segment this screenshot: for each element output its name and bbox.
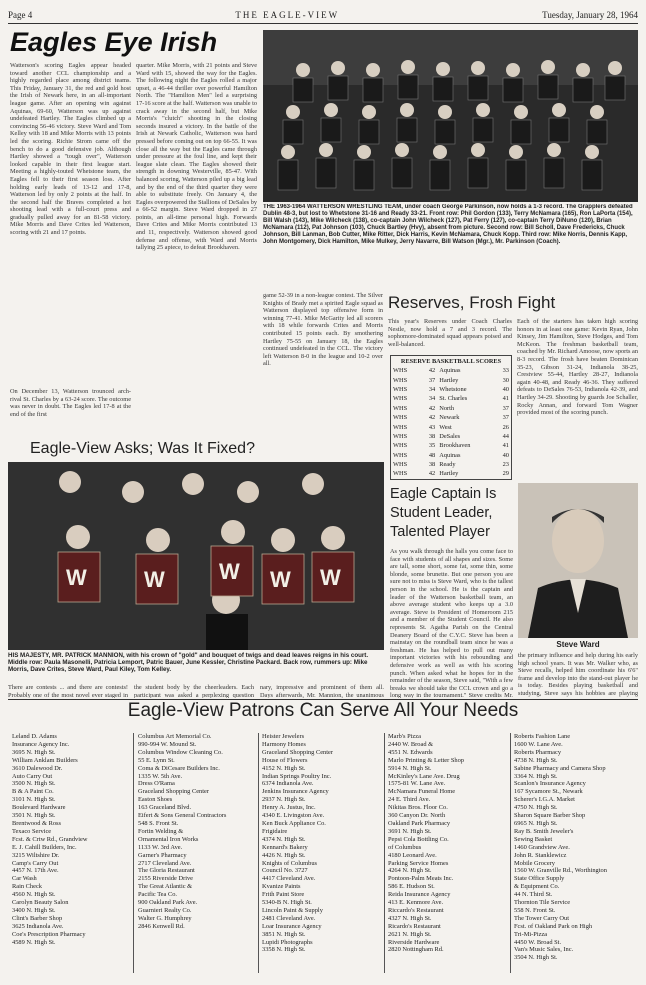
- captain-column-2: the primary influence and help during his early high school years. It was Mr. Walker who, as Steve recalls, helped him coordinate his 6'6" frame and develop into the stand-out player he is today. Besides playing basketball and studying, Steve says his hobbies are playing: [518, 652, 638, 697]
- score-opponent: Hartley: [439, 376, 459, 384]
- score-value: 34: [428, 385, 436, 393]
- patron-entry: 3101 N. High St.: [12, 796, 56, 804]
- patron-entry: 2937 N. High St.: [262, 796, 306, 804]
- patron-entry: Carolyn Beauty Salon: [12, 899, 69, 907]
- patron-entry: Lupidi Photographs: [262, 938, 313, 946]
- svg-text:W: W: [270, 567, 291, 592]
- patron-entry: Council No. 3727: [262, 867, 308, 875]
- score-team: WHS: [393, 367, 408, 375]
- patrons-column-3: [262, 733, 380, 954]
- score-opponent: DeSales: [439, 432, 461, 440]
- patron-entry: William Anklam Builders: [12, 756, 78, 764]
- asks-caption: HIS MAJESTY, MR. PATRICK MANNION, with his crown of "gold" and bouquet of twigs and dead leaves reigns in his court. Middle row: Paula Masonelli, Patricia Lemport, Patric Bauer, June Kessler, Christine Packard. Back row, rummers up: Mike Morris, Dave Crites, Steve Ward, Paul Kiley, Tom Kelley.: [8, 652, 369, 674]
- score-team: WHS: [393, 461, 408, 469]
- patron-entry: Easton Shoes: [138, 796, 173, 804]
- patron-entry: Loar Insurance Agency: [262, 922, 322, 930]
- score-row: [391, 385, 511, 394]
- page-number: Page 4: [8, 10, 33, 20]
- patrons-divider: [258, 733, 259, 973]
- patron-entry: McNamara Funeral Home: [388, 788, 456, 796]
- score-opponent-value: 30: [502, 376, 509, 384]
- patron-entry: Henry A. Justus, Inc.: [262, 804, 316, 812]
- patron-entry: 163 Graceland Blvd.: [138, 804, 192, 812]
- patron-entry: Riverside Hardware: [388, 938, 440, 946]
- patron-entry: 3610 Dalewood Dr.: [12, 764, 63, 772]
- patron-entry: 900 Oakland Park Ave.: [138, 899, 198, 907]
- svg-text:W: W: [320, 565, 341, 590]
- patron-entry: 2155 Riverside Drive: [138, 875, 194, 883]
- patron-entry: 3501 N. High St.: [12, 812, 56, 820]
- patron-entry: 44 N. Third St.: [514, 891, 553, 899]
- patron-entry: 1575-81 W. Lane Ave.: [388, 780, 446, 788]
- score-value: 42: [428, 414, 436, 422]
- patron-entry: Jenkins Insurance Agency: [262, 788, 329, 796]
- svg-text:W: W: [144, 567, 165, 592]
- score-row: [391, 413, 511, 422]
- article1-continued: game 52-39 in a non-league contest. The Silver Knights of Brady met a spirited Eagle squad as Watterson displayed top offensive form in winning 77-41. Mike McGarity led all scorers with 18 while forwards Crites and Morris contributed 15 points each. By smothering Hartley 75-55 on January 18, the Eagles continued undefeated in the CCL. The victory left Watterson 8-0 in the league and 10-2 over all.: [263, 292, 383, 368]
- patron-entry: Car Wash: [12, 875, 37, 883]
- score-value: 35: [428, 442, 436, 450]
- patron-entry: B & A Paint Co.: [12, 788, 54, 796]
- score-opponent: West: [439, 423, 452, 431]
- patron-entry: Van's Music Sales, Inc.: [514, 946, 574, 954]
- score-team: WHS: [393, 404, 408, 412]
- score-team: WHS: [393, 423, 408, 431]
- score-opponent: Aquinas: [439, 367, 461, 375]
- patron-entry: 4738 N. High St.: [514, 756, 558, 764]
- score-team: WHS: [393, 385, 408, 393]
- patron-entry: 2846 Kenwell Rd.: [138, 922, 185, 930]
- patron-entry: Frith Paint Store: [262, 891, 305, 899]
- patron-entry: Scherer's I.G.A. Market: [514, 796, 575, 804]
- patron-entry: 3500 N. High St.: [12, 780, 56, 788]
- patron-entry: Scanlon's Insurance Agency: [514, 780, 586, 788]
- score-opponent: Newark: [439, 414, 460, 422]
- patron-entry: 4152 N. High St.: [262, 764, 306, 772]
- patrons-divider: [133, 733, 134, 973]
- patrons-column-4: [388, 733, 506, 954]
- patron-entry: Fortin Welding &: [138, 827, 184, 835]
- steve-ward-photo: [518, 483, 638, 638]
- score-value: 37: [428, 376, 436, 384]
- score-opponent-value: 37: [502, 414, 509, 422]
- masthead: [8, 8, 638, 22]
- score-row: [391, 394, 511, 403]
- reserves-intro: This year's Reserves under Coach Charles Nestle, now hold a 7 and 3 record. The sophomore-dominated squad appears poised and well-balanced.: [388, 318, 512, 348]
- score-value: 42: [428, 470, 436, 478]
- patron-entry: Coe's Prescription Pharmacy: [12, 930, 86, 938]
- patron-entry: 3504 N. High St.: [514, 954, 558, 962]
- captain-headline: Eagle Captain Is Student Leader, Talented Player: [390, 486, 497, 540]
- mr-watterson-photo: [8, 462, 384, 650]
- patron-entry: Auto Carry Out: [12, 772, 53, 780]
- reserves-headline: Reserves, Frosh Fight: [388, 293, 556, 312]
- patron-entry: E. J. Cahill Builders, Inc.: [12, 843, 77, 851]
- score-opponent-value: 23: [502, 461, 509, 469]
- patron-entry: Thornton Tile Service: [514, 899, 571, 907]
- patron-entry: 3358 N. High St.: [262, 946, 306, 954]
- score-value: 38: [428, 461, 436, 469]
- patron-entry: Harmony Homes: [262, 740, 306, 748]
- patron-entry: The Gloria Restaurant: [138, 867, 195, 875]
- score-team: WHS: [393, 414, 408, 422]
- patron-entry: Pepsi Cola Bottling Co.: [388, 835, 449, 843]
- patron-entry: Parking Service Homes: [388, 859, 449, 867]
- wrestling-team-image: [263, 30, 638, 202]
- patron-entry: Leland D. Adams: [12, 733, 57, 740]
- score-opponent-value: 44: [502, 432, 509, 440]
- score-row: [391, 375, 511, 384]
- patron-entry: 2820 Nottingham Rd.: [388, 946, 444, 954]
- patron-entry: Frigidaire: [262, 827, 288, 835]
- patron-entry: 4340 E. Livingston Ave.: [262, 812, 325, 820]
- patrons-divider: [510, 733, 511, 973]
- patron-entry: 5914 N. High St.: [388, 764, 432, 772]
- patron-entry: Graceland Shopping Center: [138, 788, 209, 796]
- patron-entry: Indian Springs Poultry Inc.: [262, 772, 332, 780]
- patron-entry: 4264 N. High St.: [388, 867, 432, 875]
- patrons-divider: [384, 733, 385, 973]
- score-opponent-value: 40: [502, 385, 509, 393]
- patron-entry: Insurance Agency Inc.: [12, 740, 70, 748]
- patron-entry: 1600 W. Lane Ave.: [514, 740, 563, 748]
- patron-entry: 3691 N. High St.: [388, 827, 432, 835]
- patron-entry: Coma & DiCesare Builders Inc.: [138, 764, 220, 772]
- patron-entry: Kvanize Paints: [262, 883, 301, 891]
- patron-entry: Fcst. & Crtw Rd., Grandview: [12, 835, 88, 843]
- patron-entry: Rain Check: [12, 883, 42, 891]
- patron-entry: 4417 Cleveland Ave.: [262, 875, 316, 883]
- patron-entry: The Great Atlantic &: [138, 883, 193, 891]
- patron-entry: 4560 N. High St.: [12, 891, 56, 899]
- patron-entry: Roberts Pharmacy: [514, 748, 562, 756]
- patron-entry: 4457 N. 17th Ave.: [12, 867, 59, 875]
- score-opponent-value: 26: [502, 423, 509, 431]
- patron-entry: 4327 N. High St.: [388, 914, 432, 922]
- score-row: [391, 366, 511, 375]
- score-row: [391, 441, 511, 450]
- score-team: WHS: [393, 376, 408, 384]
- reserve-scores-title: RESERVE BASKETBALL SCORES: [400, 358, 502, 365]
- patron-entry: of Columbus: [388, 843, 422, 851]
- patron-entry: 55 E. Lynn St.: [138, 756, 175, 764]
- score-opponent: St. Charles: [439, 395, 468, 403]
- score-value: 48: [428, 451, 436, 459]
- score-team: WHS: [393, 395, 408, 403]
- patrons-column-5: [514, 733, 638, 962]
- patron-entry: Ornamental Iron Works: [138, 835, 199, 843]
- patron-entry: Pontoon-Palm Meats Inc.: [388, 875, 454, 883]
- patron-entry: 6965 N. High St.: [514, 819, 558, 827]
- patron-entry: 4450 W. Broad St.: [514, 938, 562, 946]
- patron-entry: Ray B. Smith Jeweler's: [514, 827, 574, 835]
- score-value: 42: [428, 367, 436, 375]
- patron-entry: Fcst. of Oakland Park on High: [514, 922, 593, 930]
- patron-entry: Tri-Mi-Pizza: [514, 930, 548, 938]
- patron-entry: 1133 W. 3rd Ave.: [138, 843, 183, 851]
- patron-entry: Reida Insurance Agency: [388, 891, 451, 899]
- patron-entry: 3625 Indianola Ave.: [12, 922, 64, 930]
- score-opponent: Whetstone: [439, 385, 467, 393]
- patron-entry: 586 E. Hudson St.: [388, 883, 435, 891]
- score-value: 34: [428, 395, 436, 403]
- patron-entry: Camp's Carry Out: [12, 859, 59, 867]
- score-opponent-value: 29: [502, 470, 509, 478]
- patron-entry: 2440 W. Broad &: [388, 740, 434, 748]
- score-value: 42: [428, 404, 436, 412]
- patron-entry: Garner's Pharmacy: [138, 851, 187, 859]
- patron-entry: Walter G. Humphrey: [138, 914, 192, 922]
- patron-entry: 4750 N. High St.: [514, 804, 558, 812]
- steve-ward-image: [518, 483, 638, 638]
- mr-watterson-image: [8, 462, 384, 650]
- patron-entry: 360 Canyon Dr. North: [388, 812, 446, 820]
- patron-entry: House of Flowers: [262, 756, 308, 764]
- patron-entry: McKinley's Lane Ave. Drug: [388, 772, 460, 780]
- wrestling-team-photo: [263, 30, 638, 202]
- svg-text:W: W: [219, 559, 240, 584]
- patron-entry: The Tower Carry Out: [514, 914, 569, 922]
- patron-entry: Riccardo's Restaurant: [388, 906, 444, 914]
- score-opponent: Brookhaven: [439, 442, 471, 450]
- patron-entry: 1335 W. 5th Ave.: [138, 772, 183, 780]
- patron-entry: Sewing Basket: [514, 835, 553, 843]
- masthead-rule: [8, 23, 638, 24]
- reserve-scores-table: [391, 366, 511, 479]
- article1-column-1b: On December 13, Watterson trounced arch-rival St. Charles by a 63-24 score. The outcome was never in doubt. The Eagles led 17-8 at the end of the first: [10, 388, 131, 418]
- asks-column-3: nary, impressive and prominent of them all. Days afterwards, Mr. Mannion, the unanimous: [260, 684, 384, 698]
- patron-entry: Kennard's Bakery: [262, 843, 308, 851]
- score-opponent: Ready: [439, 461, 456, 469]
- patron-entry: 1560 W. Granville Rd., Worthington: [514, 867, 607, 875]
- eagles-eye-irish-headline: Eagles Eye Irish: [10, 27, 218, 57]
- patron-entry: 1460 Grandview Ave.: [514, 843, 570, 851]
- patron-entry: Roberts Fashion Lane: [514, 733, 571, 740]
- score-opponent-value: 33: [502, 367, 509, 375]
- patron-entry: Eifert & Sons General Contractors: [138, 812, 227, 820]
- patron-entry: Marb's Pizza: [388, 733, 421, 740]
- patron-entry: Knights of Columbus: [262, 859, 318, 867]
- patron-entry: Nikitas Bros. Floor Co.: [388, 804, 448, 812]
- score-team: WHS: [393, 451, 408, 459]
- score-opponent-value: 37: [502, 404, 509, 412]
- score-row: [391, 451, 511, 460]
- patron-entry: 3364 N. High St.: [514, 772, 558, 780]
- patron-entry: 3400 N. High St.: [12, 906, 56, 914]
- score-row: [391, 404, 511, 413]
- patron-entry: Pacific Tea Co.: [138, 891, 178, 899]
- patron-entry: & Equipment Co.: [514, 883, 560, 891]
- patron-entry: Columbus Window Cleaning Co.: [138, 748, 223, 756]
- score-opponent-value: 41: [502, 395, 509, 403]
- score-opponent: Aquinas: [439, 451, 461, 459]
- patron-entry: 2481 Cleveland Ave.: [262, 914, 316, 922]
- svg-text:W: W: [66, 565, 87, 590]
- score-team: WHS: [393, 442, 408, 450]
- patrons-headline: Eagle-View Patrons Can Serve All Your Needs: [127, 700, 519, 721]
- patron-entry: State Office Supply: [514, 875, 565, 883]
- patron-entry: 2717 Cleveland Ave.: [138, 859, 192, 867]
- patron-entry: 4180 Leonard Ave.: [388, 851, 437, 859]
- patron-entry: 4374 N. High St.: [262, 835, 306, 843]
- patron-entry: Dress O'Rama: [138, 780, 175, 788]
- score-value: 38: [428, 432, 436, 440]
- patron-entry: 413 E. Kenmore Ave.: [388, 899, 444, 907]
- patron-entry: 24 E. Third Ave.: [388, 796, 431, 804]
- patron-entry: 990-994 W. Mound St.: [138, 740, 197, 748]
- patron-entry: Sabine Pharmacy and Camera Shop: [514, 764, 606, 772]
- patron-entry: Guarnieri Realty Co.: [138, 906, 192, 914]
- patrons-column-1: [12, 733, 130, 946]
- score-team: WHS: [393, 470, 408, 478]
- patron-entry: Lincoln Paint & Supply: [262, 906, 323, 914]
- patron-entry: Ken Buck Appliance Co.: [262, 819, 326, 827]
- steve-ward-label: Steve Ward: [556, 640, 600, 649]
- patron-entry: Heister Jewelers: [262, 733, 305, 740]
- patron-entry: 6374 Indianola Ave.: [262, 780, 314, 788]
- patron-entry: 5340-B N. High St.: [262, 899, 312, 907]
- score-value: 43: [428, 423, 436, 431]
- paper-title: THE EAGLE-VIEW: [235, 10, 340, 20]
- score-opponent-value: 41: [502, 442, 509, 450]
- article1-column-1: Watterson's scoring Eagles appear headed toward another CCL championship and a highly regarded place among district teams. This Friday, January 31, the red and gold host the Irish of Newark here, in an all-important league game. After an opening win against Aquinas, 69-60, Watterson was up against undefeated Hartley. The Eagles climbed up a convincing 56-46 victory. Steve Ward and Tom Kelley with 18 and Mike Morris with 13 points led the scoring. Richie Strom came off the bench to do a good defensive job. Although Hartley showed a "tough over", Watterson looked capable in their first league start. Meeting a highly-touted Whetstone team, the Eagles fell to their first season loss. After holding early leads of 13-12 and 17-8, Watterson led by only 2 points at the half. In the second half the Braves completed a hot shooting lead with a full-court press and gradually pulled away for an 81-58 victory. Mike Morris and Dave Crites led Watterson, scoring with 21 and 17 points.: [10, 62, 131, 237]
- patrons-column-2: [138, 733, 256, 931]
- asks-column-2: the student body by the cheerleaders. Each participant was asked a perplexing question: [134, 684, 254, 698]
- score-row: [391, 432, 511, 441]
- score-opponent: North: [439, 404, 455, 412]
- patron-entry: 548 S. Front St.: [138, 819, 179, 827]
- patron-entry: Columbus Art Memorial Co.: [138, 733, 212, 740]
- article1-column-2: quarter. Mike Morris, with 21 points and Steve Ward with 15, showed the way for the Eagles. The following night the Eagles rolled a major upset, a 46-44 thriller over powerful Hamilton North. The "Hamilton Men" led a surprising 17-16 score at the half. Watterson was unable to crack away in the second half, but Mike Morris's "clutch" shooting in the closing seconds insured a victory. In the battle of the Irish at Newark Catholic, Watterson was hard pressed before coming out on top 66-55. It was close all the way but the Eagles came through under pressure at the foul line, and kept their league slate clean. The Eagles showed their strength in downing Westerville, 85-47. With balanced scoring, Watterson piled up a big lead and by the end of the third quarter they were able to substitute freely. On January 4, the Eagles overpowered the Stallions of DeSales by a 66-52 margin. Steve Ward dropped in 27 points, an all-time personal high. Forwards Dave Crites and Mike Morris contributed 13 and 11, respectively. Watterson showed good defense and offense, with Ward and Morris tallying 25 apiece, to defeat Brookhaven.: [136, 62, 257, 252]
- patron-entry: Boulevard Hardware: [12, 804, 66, 812]
- reserves-column-2: Each of the starters has taken high scoring honors in at least one game: Kevin Ryan, John Kinsey, Jim Hamilton, Steve Hodges, and Tom McKeon. The freshman basketball team, coached by Mr. Richard Amoose, now sports an 8-3 record. The frosh have beaten Dominican 35-23, Gibson 31-24, Indianola 38-25, Crestview 55-44, Hartley 28-27, Indianola again 40-48, and Ready 46-36. They suffered defeats to DeSales 76-53, Indianola 42-39, and Hartley 34-29. Shooting by guards Joe Schaller, Rocky Annan, and forward Tom Wagner provided most of the scoring punch.: [517, 318, 638, 417]
- captain-column-1: As you walk through the halls you come face to face with students of all shapes and sizes. Some are tall, some short, some fat, some thin, some blonde, some brunette. But one person you are sure not to miss is Steve Ward, who is the tallest person in the school. He is the captain and leader of the Watterson basketball team, an above average student who keeps up a 3.0 average. Steve is President of Homeroom 215 and a member of the Student Council. He also represents St. Agatha Parish on the Central Deanery Board of the C.Y.C. Steve has been a mainstay on the roundball team since he was a freshman. He has helped to pull out many important victories with his rebounding and defensive work as well as with his scoring punch. When asked what he hopes for in the remainder of the season, Steve said, "With a few breaks we should take the CCL crown and go a long way in the tournament." Steve credits Mr.: [390, 548, 513, 698]
- patron-entry: 4426 N. High St.: [262, 851, 306, 859]
- patron-entry: Brentwood & Ross: [12, 819, 61, 827]
- patron-entry: Oakland Park Pharmacy: [388, 819, 451, 827]
- patron-entry: 2621 N. High St.: [388, 930, 432, 938]
- reserve-scores-box: [390, 355, 512, 480]
- patron-entry: 4589 N. High St.: [12, 938, 56, 946]
- patron-entry: John R. Stanklewicz: [514, 851, 567, 859]
- wrestling-caption: THE 1963-1964 WATTERSON WRESTLING TEAM, under coach George Parkinson, now holds a 1-3 record. The Grapplers defeated Dublin 48-3, but lost to Whetstone 31-16 and Ready 33-21. Front row: Phil Gordon (133), Terry McNamara (165), Ron LaPorta (154), Bill Walsh (143), Mike Wilcheck (138), co-captain John Wilcheck (127), Pat Ferry (127), co-captain Terry DiNuno (120), Brian McNamara (112), Pat Johnson (103), Chuck Bartley (Hvy), absent from picture. Second row: Bill Scholl, Dave Fredericks, Chuck Johnson, Bill Lanman, Bob Cutter, Mike Ritter, Dick Harris, Kevin McNamara, Chuck Kopp. Third row: Mike Norris, Dennis Kapp, John Montgomery, Dick Hamilton, Mike Mulkey, Jerry Navarre, Bill Watson (Mgr.), Mr. Parkinson (Coach).: [263, 204, 633, 245]
- patron-entry: 3215 Wiltshire Dr.: [12, 851, 60, 859]
- asks-column-1: There are contests ... and there are contests! Probably one of the most novel ever staged in: [8, 684, 128, 698]
- patron-entry: Sharon Square Barber Shop: [514, 812, 586, 820]
- score-opponent-value: 40: [502, 451, 509, 459]
- issue-date: Tuesday, January 28, 1964: [542, 10, 638, 20]
- score-opponent: Hartley: [439, 470, 459, 478]
- patron-entry: 167 Sycamore St., Newark: [514, 788, 583, 796]
- patron-entry: 3851 N. High St.: [262, 930, 306, 938]
- score-team: WHS: [393, 432, 408, 440]
- patron-entry: 3695 N. High St.: [12, 748, 56, 756]
- patron-entry: Texaco Service: [12, 827, 52, 835]
- patron-entry: Clint's Barber Shop: [12, 914, 63, 922]
- patron-entry: Ricardo's Restaurant: [388, 922, 441, 930]
- patron-entry: Marlo Printing & Letter Shop: [388, 756, 464, 764]
- patron-entry: 4551 N. Edwards: [388, 748, 433, 756]
- asks-headline: Eagle-View Asks; Was It Fixed?: [30, 440, 255, 457]
- patron-entry: Mobile Grocery: [514, 859, 555, 867]
- score-row: [391, 422, 511, 431]
- score-row: [391, 460, 511, 469]
- score-row: [391, 469, 511, 478]
- patron-entry: 558 N. Front St.: [514, 906, 556, 914]
- patron-entry: Graceland Shopping Center: [262, 748, 333, 756]
